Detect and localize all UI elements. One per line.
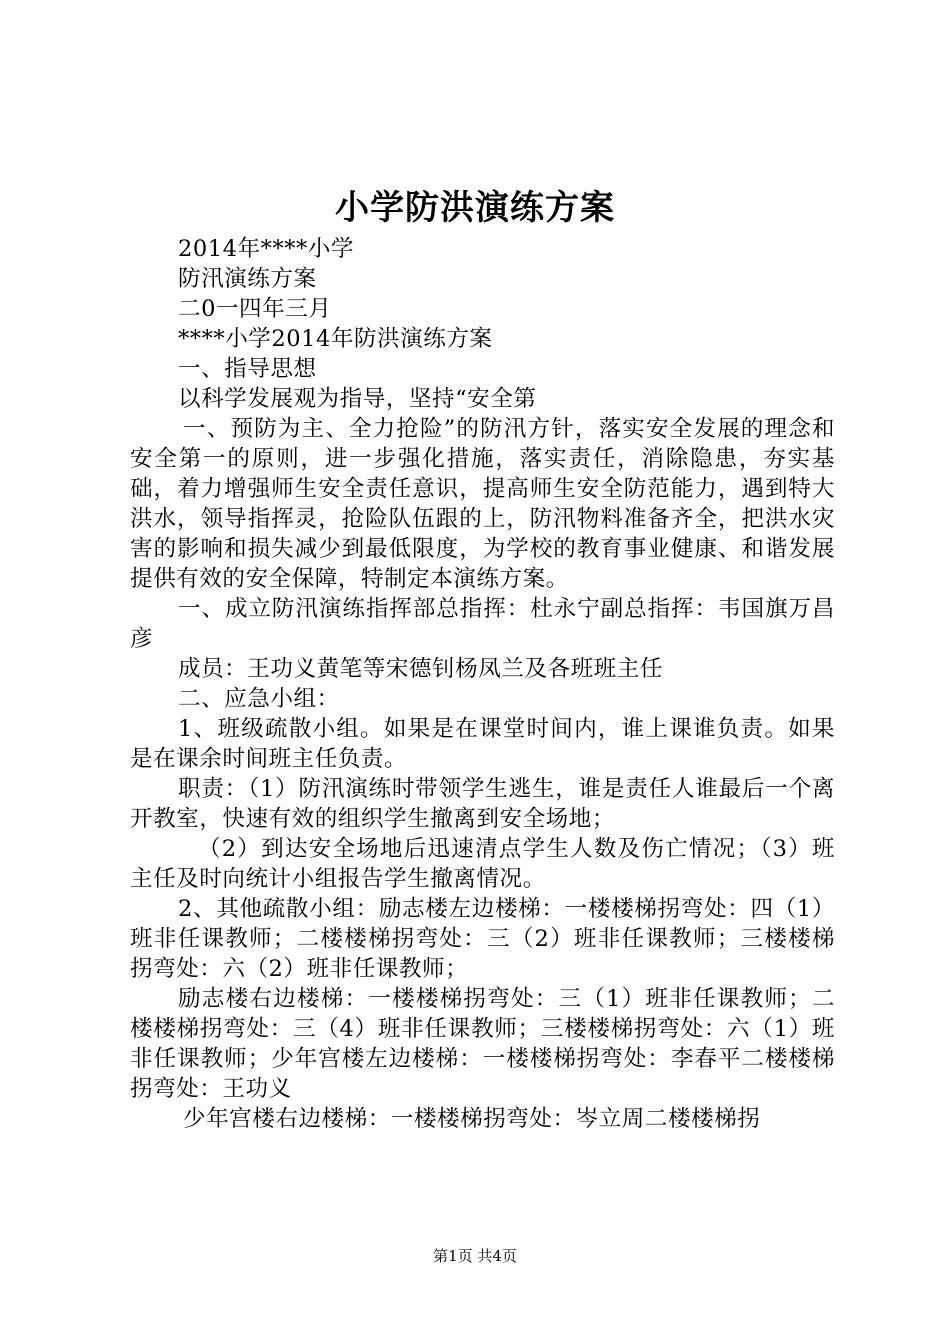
paragraph-duties: 职责：（1）防汛演练时带领学生逃生，谁是责任人谁最后一个离开教室，快速有效的组织学生撤离到安全场地； <box>130 776 835 832</box>
paragraph-right-stairs: 励志楼右边楼梯：一楼楼梯拐弯处：三（1）班非任课教师；二楼楼梯拐弯处：三（4）班非任课教师；三楼楼梯拐弯处：六（1）班非任课教师；少年宫楼左边楼梯：一楼楼梯拐弯处：李春平二楼楼梯拐弯处：王功义 <box>130 986 835 1102</box>
paragraph-guidance: 以科学发展观为指导，坚持“安全第 <box>178 386 537 412</box>
section-heading-guiding-ideology: 一、指导思想 <box>178 356 317 382</box>
section-heading-emergency-groups: 二、应急小组： <box>178 686 340 712</box>
paragraph-command-center: 一、成立防汛演练指挥部总指挥：杜永宁副总指挥：韦国旗万昌彦 <box>130 596 835 652</box>
paragraph-plan-name: 防汛演练方案 <box>178 266 317 292</box>
document-body <box>130 234 835 1134</box>
page-number: 第1页 共4页 <box>433 1247 517 1265</box>
paragraph-full-title: ****小学2014年防洪演练方案 <box>178 326 493 352</box>
paragraph-class-evacuation: 1、班级疏散小组。如果是在课堂时间内，谁上课谁负责。如果是在课余时间班主任负责。 <box>130 716 835 772</box>
paragraph-members: 成员：王功义黄笔等宋德钊杨凤兰及各班班主任 <box>178 656 663 682</box>
document-title: 小学防洪演练方案 <box>335 188 615 228</box>
paragraph-youth-palace-right: 少年宫楼右边楼梯：一楼楼梯拐弯处：岑立周二楼楼梯拐 <box>183 1106 761 1132</box>
paragraph-duties-continued: （2）到达安全场地后迅速清点学生人数及伤亡情况；（3）班主任及时向统计小组报告学生撤离情况。 <box>130 836 835 892</box>
paragraph-date: 二0一四年三月 <box>178 296 332 322</box>
paragraph-year-school: 2014年****小学 <box>178 236 354 262</box>
paragraph-other-groups: 2、其他疏散小组：励志楼左边楼梯：一楼楼梯拐弯处：四（1）班非任课教师；二楼楼梯拐弯处：三（2）班非任课教师；三楼楼梯拐弯处：六（2）班非任课教师； <box>130 896 835 982</box>
paragraph-policy: 一、预防为主、全力抢险”的防汛方针，落实安全发展的理念和安全第一的原则，进一步强化措施，落实责任，消除隐患，夯实基础，着力增强师生安全责任意识，提高师生安全防范能力，遇到特大洪水，领导指挥灵，抢险队伍跟的上，防汛物料准备齐全，把洪水灾害的影响和损失减少到最低限度，为学校的教育事业健康、和谐发展提供有效的安全保障，特制定本演练方案。 <box>130 416 835 592</box>
